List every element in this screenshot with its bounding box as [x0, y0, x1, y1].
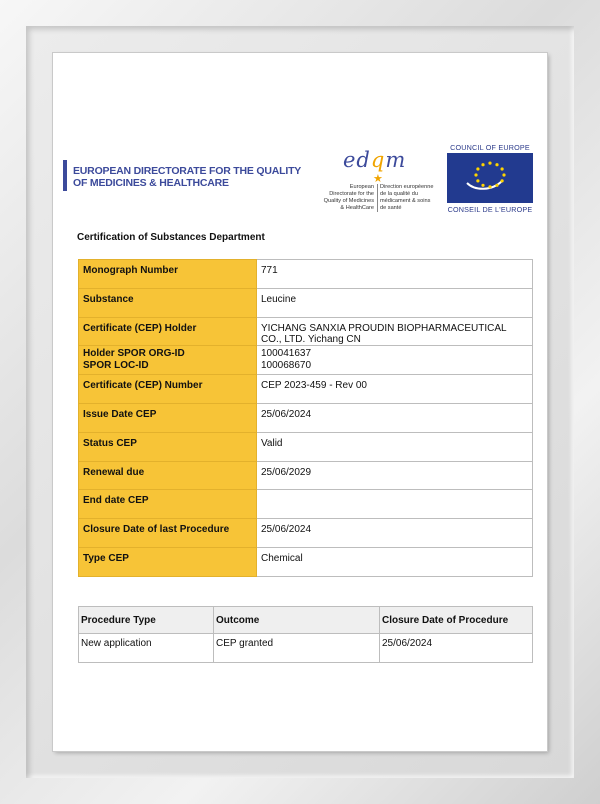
field-label: Monograph Number — [79, 260, 257, 289]
table-row — [79, 317, 533, 346]
certificate-page — [53, 53, 547, 751]
star-icon — [488, 162, 491, 165]
star-icon — [502, 173, 505, 176]
edqm-word-q: q — [370, 148, 386, 172]
field-value: Leucine — [257, 288, 533, 317]
star-icon — [501, 167, 504, 170]
procedure-table — [78, 606, 533, 663]
star-icon — [488, 185, 491, 188]
field-label: Type CEP — [79, 547, 257, 576]
table-row — [79, 403, 533, 432]
field-value: YICHANG SANXIA PROUDIN BIOPHARMACEUTICAL CO., LTD. Yichang CN — [257, 317, 533, 346]
council-of-europe-logo — [445, 143, 535, 215]
field-value: Valid — [257, 432, 533, 461]
procedure-cell: 25/06/2024 — [380, 634, 533, 663]
field-label: Closure Date of last Procedure — [79, 519, 257, 548]
edqm-wordmark — [343, 148, 406, 172]
certificate-details-table — [78, 259, 533, 577]
star-icon — [501, 179, 504, 182]
table-row — [79, 461, 533, 490]
procedure-cell: CEP granted — [214, 634, 380, 663]
outcome-header: Outcome — [214, 607, 380, 634]
star-icon — [481, 184, 484, 187]
table-row — [79, 346, 533, 375]
field-value: 771 — [257, 260, 533, 289]
star-icon — [474, 173, 477, 176]
star-icon — [476, 179, 479, 182]
field-value: CEP 2023-459 - Rev 00 — [257, 375, 533, 404]
procedure-header-row — [79, 607, 533, 634]
field-value: 100041637 100068670 — [257, 346, 533, 375]
department-title: Certification of Substances Department — [77, 232, 265, 243]
coe-top-text: COUNCIL OF EUROPE — [450, 143, 530, 152]
field-value: 25/06/2024 — [257, 403, 533, 432]
eu-stars-flag-icon — [447, 153, 533, 203]
star-icon — [481, 163, 484, 166]
field-value: Chemical — [257, 547, 533, 576]
table-row — [79, 288, 533, 317]
field-label: Certificate (CEP) Holder — [79, 317, 257, 346]
edqm-word-prefix: ed — [343, 148, 371, 172]
field-label: Certificate (CEP) Number — [79, 375, 257, 404]
edqm-tagline-en: European Directorate for the Quality of Medicines & HealthCare — [323, 184, 374, 211]
edqm-title-bar — [63, 160, 67, 191]
edqm-tagline-fr: Direction européenne de la qualité du médicament & soins de santé — [377, 184, 436, 212]
star-icon — [476, 167, 479, 170]
table-row — [79, 260, 533, 289]
coe-bottom-text: CONSEIL DE L'EUROPE — [447, 205, 533, 214]
procedure-row — [79, 634, 533, 663]
field-value: 25/06/2024 — [257, 519, 533, 548]
field-value: 25/06/2029 — [257, 461, 533, 490]
edqm-word-suffix: m — [385, 148, 407, 172]
field-label: Status CEP — [79, 432, 257, 461]
table-row — [79, 375, 533, 404]
edqm-logo — [321, 148, 434, 220]
field-label: Holder SPOR ORG-ID SPOR LOC-ID — [79, 346, 257, 375]
star-icon — [495, 163, 498, 166]
procedure-type-header: Procedure Type — [79, 607, 214, 634]
table-row — [79, 432, 533, 461]
field-label: Renewal due — [79, 461, 257, 490]
field-label: Issue Date CEP — [79, 403, 257, 432]
table-row — [79, 547, 533, 576]
table-row — [79, 519, 533, 548]
table-row — [79, 490, 533, 519]
edqm-title: EUROPEAN DIRECTORATE FOR THE QUALITY OF MEDICINES & HEALTHCARE — [73, 165, 301, 189]
field-label: End date CEP — [79, 490, 257, 519]
star-icon — [495, 184, 498, 187]
closure-date-header: Closure Date of Procedure — [380, 607, 533, 634]
star-icon: ★ — [373, 173, 383, 185]
procedure-cell: New application — [79, 634, 214, 663]
field-label: Substance — [79, 288, 257, 317]
field-value — [257, 490, 533, 519]
